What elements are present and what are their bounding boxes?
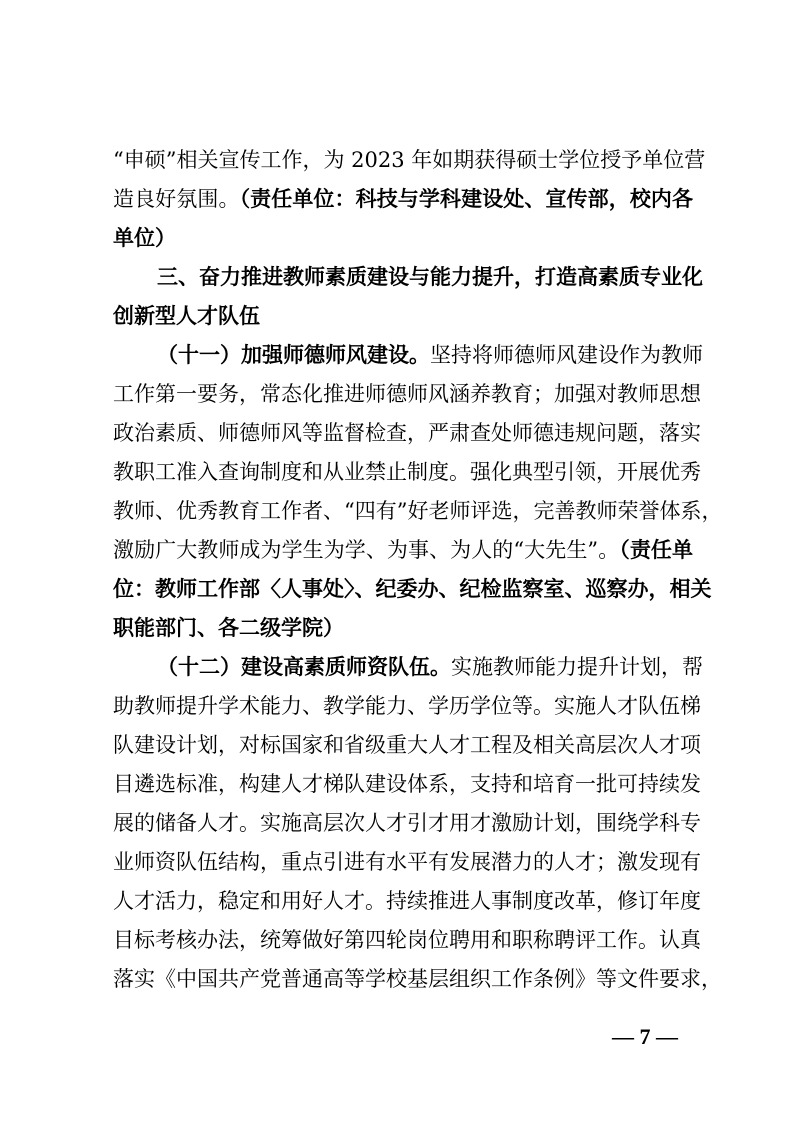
text-run: 教职工准入查询制度和从业禁止制度。强化典型引领，开展优秀 — [113, 460, 701, 484]
text-line-9 — [113, 453, 701, 491]
responsibility-note: （责任单位：科技与学科建设处、宣传部，校内各 — [239, 186, 694, 211]
text-run: 政治素质、师德师风等监督检查，严肃查处师德违规问题，落实 — [113, 421, 701, 445]
text-run: 工作第一要务，常态化推进师德师风涵养教育；加强对教师思想 — [113, 382, 701, 406]
text-run: “申硕”相关宣传工作，为 2023 年如期获得硕士学位授予单位营 — [113, 148, 706, 172]
responsibility-note: 职能部门、各二级学院） — [113, 615, 344, 640]
text-run: 教师、优秀教育工作者、“四有”好老师评选，完善教师荣誉体系， — [113, 499, 723, 523]
text-line-18 — [113, 804, 701, 842]
text-line-15 — [113, 687, 701, 725]
text-line-20 — [113, 882, 701, 920]
section-heading: 创新型人才队伍 — [113, 304, 260, 328]
text-run: 造良好氛围。 — [113, 187, 240, 211]
text-run: 队建设计划，对标国家和省级重大人才工程及相关高层次人才项 — [113, 733, 701, 757]
text-line-10 — [113, 492, 723, 530]
text-line-19 — [113, 843, 701, 881]
text-run: 业师资队伍结构，重点引进有水平有发展潜力的人才；激发现有 — [113, 850, 701, 874]
text-line-8 — [113, 414, 701, 452]
section-heading: 三、奋力推进教师素质建设与能力提升，打造高素质专业化 — [157, 265, 703, 289]
text-line-3 — [113, 219, 693, 257]
text-line-14 — [113, 648, 703, 686]
text-line-12 — [113, 570, 712, 608]
text-line-21 — [113, 921, 701, 959]
text-line-22 — [113, 960, 722, 998]
text-run: 助教师提升学术能力、教学能力、学历学位等。实施人才队伍梯 — [113, 694, 701, 718]
subsection-title: （十二）建设高素质师资队伍。 — [157, 654, 451, 679]
text-run: 实施教师能力提升计划，帮 — [451, 655, 703, 679]
text-run: 落实《中国共产党普通高等学校基层组织工作条例》等文件要求， — [113, 967, 722, 991]
section-heading-line-2 — [113, 297, 693, 335]
text-run: 目遴选标准，构建人才梯队建设体系，支持和培育一批可持续发 — [113, 772, 701, 796]
text-run: 人才活力，稳定和用好人才。持续推进人事制度改革，修订年度 — [113, 889, 701, 913]
text-line-1 — [113, 141, 706, 179]
text-run: 激励广大教师成为学生为学、为事、为人的“大先生”。 — [113, 538, 620, 562]
text-line-7 — [113, 375, 701, 413]
page-number: — 7 — — [612, 1024, 678, 1049]
text-line-16 — [113, 726, 701, 764]
text-run: 坚持将师德师风建设作为教师 — [430, 343, 703, 367]
responsibility-note: （责任单 — [619, 537, 693, 562]
section-heading-line-1 — [113, 258, 703, 296]
text-line-13 — [113, 609, 693, 647]
subsection-title: （十一）加强师德师风建设。 — [157, 342, 430, 367]
text-run: 目标考核办法，统筹做好第四轮岗位聘用和职称聘评工作。认真 — [113, 928, 701, 952]
responsibility-note: 位：教师工作部〈人事处〉、纪委办、纪检监察室、巡察办，相关 — [113, 576, 712, 601]
text-run: 展的储备人才。实施高层次人才引才用才激励计划，围绕学科专 — [113, 811, 701, 835]
text-line-6 — [113, 336, 703, 374]
text-line-11 — [113, 531, 693, 569]
responsibility-note: 单位） — [113, 225, 176, 250]
text-line-2 — [113, 180, 693, 218]
text-line-17 — [113, 765, 701, 803]
